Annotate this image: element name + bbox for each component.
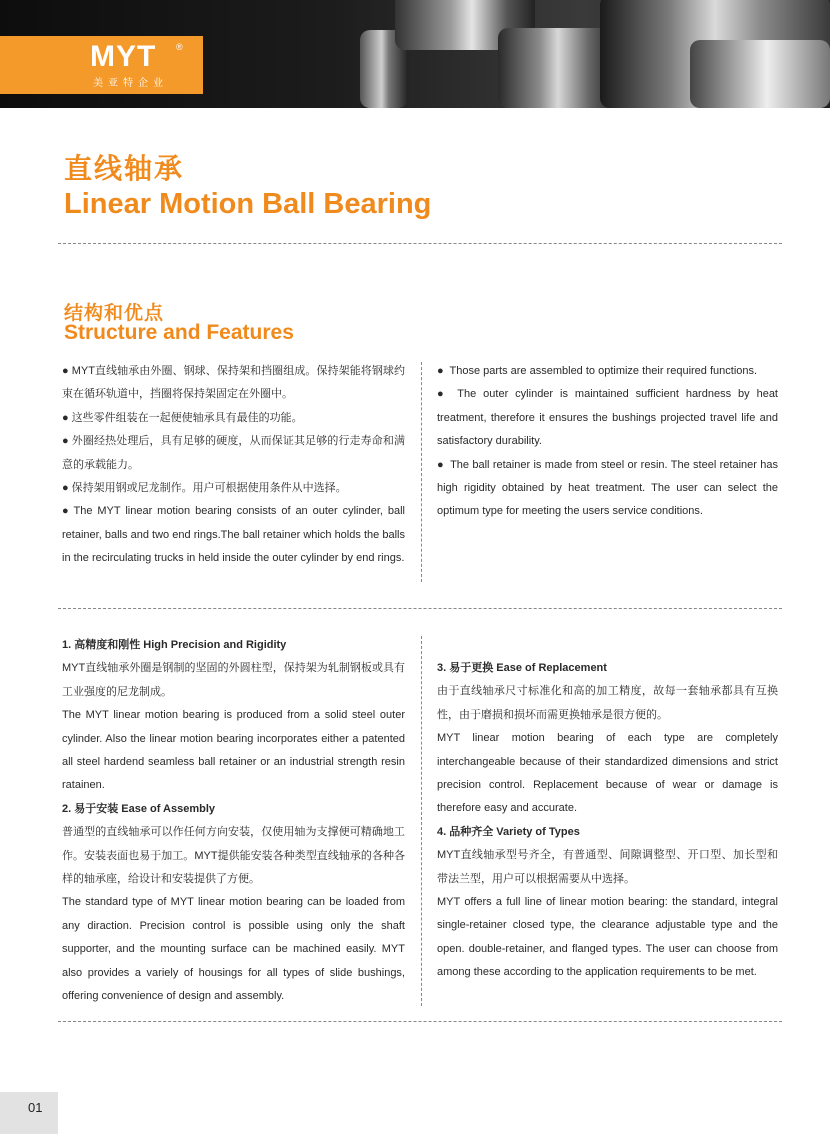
column-divider bbox=[421, 636, 422, 1006]
divider bbox=[58, 243, 782, 244]
section-title-en: Structure and Features bbox=[64, 321, 294, 344]
divider bbox=[58, 1021, 782, 1022]
structure-paragraph: ● Those parts are assembled to optimize their required functions. bbox=[437, 360, 778, 383]
feature-heading: 1. 高精度和刚性 High Precision and Rigidity bbox=[62, 639, 287, 651]
page-number: 01 bbox=[28, 1100, 43, 1115]
features-left-column bbox=[62, 634, 405, 1009]
feature-text-cn: 普通型的直线轴承可以作任何方向安装，仅使用轴为支撑便可精确地工作。安装表面也易于加工。MYT提供能安装各种类型直线轴承的各种各样的轴承座，给设计和安装提供了方便。 bbox=[62, 826, 405, 886]
feature-text-cn: 由于直线轴承尺寸标准化和高的加工精度，故每一套轴承都具有互换性，由于磨损和损坏而需更换轴承是很方便的。 bbox=[437, 685, 778, 721]
structure-paragraph: ● The ball retainer is made from steel or resin. The steel retainer has high rigidity obtained by heat treatment. The user can select the optimum type for meeting the users service conditions. bbox=[437, 454, 778, 524]
feature-heading: 2. 易于安装 Ease of Assembly bbox=[62, 802, 216, 815]
section-title-cn: 结构和优点 bbox=[64, 303, 165, 324]
feature-text-en: MYT linear motion bearing of each type are completely interchangeable because of their standardized dimensions and strict precision control. Replacement because of wear or damage is therefore easy and accurate. bbox=[437, 732, 778, 815]
logo-text: MYT bbox=[90, 40, 157, 73]
bearing-photo bbox=[690, 40, 830, 108]
feature-text-en: The standard type of MYT linear motion bearing can be loaded from any diraction. Precision control is possible using only the shaft supporter, and the mounting surface can be machined easily. MYT also provides a variely of housings for all types of slide bushings, offering convenience of design and assembly. bbox=[62, 896, 405, 1003]
feature-text-en: The MYT linear motion bearing is produced from a solid steel outer cylinder. Also the linear motion bearing incorporates either a patented all steel hardend seamless ball retainer or an industrial strength resin ratainen. bbox=[62, 709, 405, 792]
column-divider bbox=[421, 362, 422, 582]
page-title-en: Linear Motion Ball Bearing bbox=[64, 188, 432, 220]
structure-paragraph: ● MYT直线轴承由外圈、钢球、保持架和挡圈组成。保持架能将钢球约束在循环轨道中，挡圈将保持架固定在外圈中。 bbox=[62, 360, 405, 407]
feature-text-cn: MYT直线轴承型号齐全，有普通型、间隙调整型、开口型、加长型和带法兰型，用户可以根据需要从中选择。 bbox=[437, 849, 778, 885]
structure-right-column bbox=[437, 360, 778, 524]
logo-registered-mark: ® bbox=[176, 42, 183, 52]
divider bbox=[58, 608, 782, 609]
feature-heading: 3. 易于更换 Ease of Replacement bbox=[437, 662, 607, 674]
page-title-cn: 直线轴承 bbox=[64, 153, 185, 184]
feature-text-en: MYT offers a full line of linear motion bearing: the standard, integral single-retainer closed type, the clearance adjustable type and the open. double-retainer, and flanged types. The user can choose from among these according to the application requirements to be met. bbox=[437, 896, 778, 979]
structure-paragraph: ● The MYT linear motion bearing consists of an outer cylinder, ball retainer, balls and two end rings.The ball retainer which holds the balls in the recirculating trucks in held inside the outer cylinder by end rings. bbox=[62, 500, 405, 570]
structure-paragraph: ● The outer cylinder is maintained sufficient hardness by heat treatment, therefore it ensures the bushings projected travel life and satisfactory durability. bbox=[437, 383, 778, 453]
logo-subtitle: 美亚特企业 bbox=[93, 78, 168, 89]
logo bbox=[0, 36, 203, 94]
feature-text-cn: MYT直线轴承外圈是钢制的坚固的外圆柱型，保持架为轧制钢板或具有工业强度的尼龙制成。 bbox=[62, 662, 405, 698]
feature-heading: 4. 品种齐全 Variety of Types bbox=[437, 825, 580, 838]
features-right-column bbox=[437, 657, 778, 985]
structure-paragraph: ● 保持架用钢或尼龙制作。用户可根据使用条件从中选择。 bbox=[62, 477, 405, 500]
structure-left-column bbox=[62, 360, 405, 571]
structure-paragraph: ● 这些零件组装在一起便使轴承具有最佳的功能。 bbox=[62, 407, 405, 430]
structure-paragraph: ● 外圈经热处理后，具有足够的硬度，从而保证其足够的行走寿命和满意的承载能力。 bbox=[62, 430, 405, 477]
